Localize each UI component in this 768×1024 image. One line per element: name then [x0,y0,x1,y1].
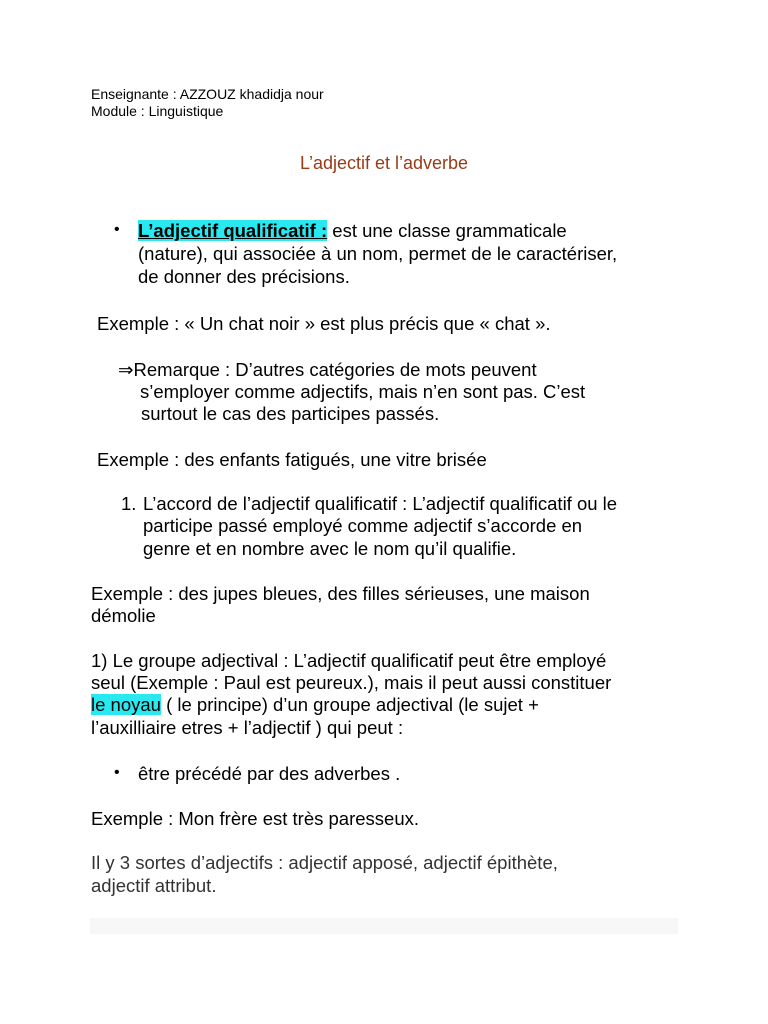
numbered-item-line3: genre et en nombre avec le nom qu’il qualifie. [143,538,517,559]
group-line1: 1) Le groupe adjectival : L’adjectif qualificatif peut être employé [91,650,607,671]
page-title: L’adjectif et l’adverbe [299,153,469,173]
highlight-le-noyau: le noyau [91,694,161,715]
sorts-line1: Il y 3 sortes d’adjectifs : adjectif apposé, adjectif épithète, [91,852,558,873]
group-line2: seul (Exemple : Paul est peureux.), mais il peut aussi constituer [91,672,612,693]
teacher-line: Enseignante : AZZOUZ khadidja nour [91,86,324,102]
section1-line2: (nature), qui associée à un nom, permet de le caractériser, [138,243,618,264]
implies-arrow-icon: ⇒ [118,359,134,380]
section1-line1 [138,219,567,242]
example-3-line1: Exemple : des jupes bleues, des filles sérieuses, une maison [91,583,590,604]
module-line: Module : Linguistique [91,103,224,119]
group-line3 [91,693,539,716]
bullet-icon: • [114,221,120,238]
bottom-strip [90,918,678,934]
group-line3-rest: ( le principe) d’un groupe adjectival (le sujet + [160,694,539,715]
term-adjectif-qualificatif: L’adjectif qualificatif : [138,220,328,241]
remark-line1 [118,358,537,381]
remark-line3: surtout le cas des participes passés. [141,403,440,424]
numbered-item-number: 1. [121,493,137,514]
numbered-item-line2: participe passé employé comme adjectif s’accorde en [143,515,583,536]
numbered-item-line1: L’accord de l’adjectif qualificatif : L’adjectif qualificatif ou le [143,493,618,514]
example-4: Exemple : Mon frère est très paresseux. [91,808,419,829]
sorts-line2: adjectif attribut. [91,875,217,896]
section1-line3: de donner des précisions. [138,266,350,287]
example-2: Exemple : des enfants fatigués, une vitre brisée [97,449,487,470]
group-line4: l’auxilliaire etres + l’adjectif ) qui peut : [91,717,404,738]
remark-text: Remarque : D’autres catégories de mots peuvent [133,359,537,380]
example-3-line2: démolie [91,605,156,626]
remark-line2: s’employer comme adjectifs, mais n’en sont pas. C’est [140,381,586,402]
bullet-2-text: être précédé par des adverbes . [138,763,401,784]
bullet-icon: • [114,764,120,781]
example-1: Exemple : « Un chat noir » est plus précis que « chat ». [97,313,551,334]
section1-line1-rest: est une classe grammaticale [327,220,567,241]
